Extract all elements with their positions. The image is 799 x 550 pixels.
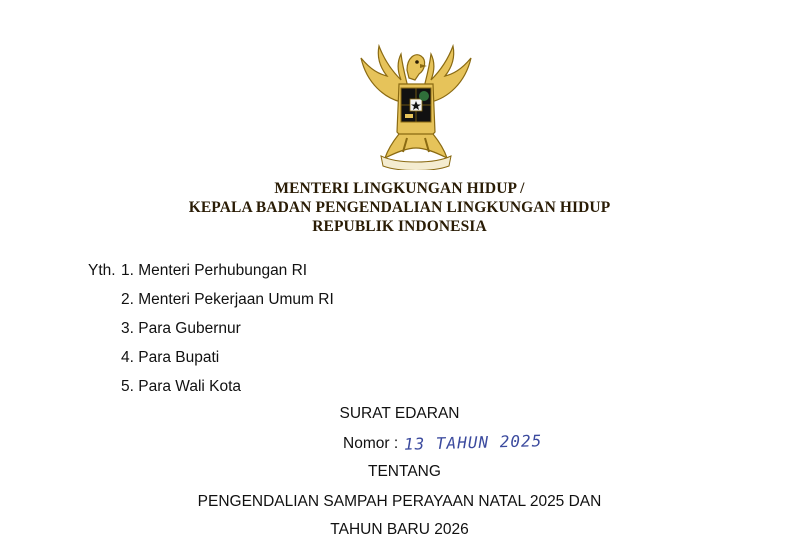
document-subject-line-1: PENGENDALIAN SAMPAH PERAYAAN NATAL 2025 DAN: [197, 493, 602, 510]
recipient-item: 5. Para Wali Kota: [121, 378, 242, 395]
recipient-item: 2. Menteri Pekerjaan Umum RI: [121, 291, 334, 308]
recipient-item: 1. Menteri Perhubungan RI: [121, 262, 308, 279]
document-type: SURAT EDARAN: [339, 405, 460, 422]
recipient-item: 3. Para Gubernur: [121, 320, 241, 337]
header-line-3: REPUBLIK INDONESIA: [312, 218, 487, 235]
document-number-label: Nomor :: [343, 435, 399, 452]
recipients-list: [121, 262, 334, 407]
header-line-1: MENTERI LINGKUNGAN HIDUP /: [274, 180, 525, 197]
document-about-label: TENTANG: [368, 463, 441, 480]
document-number-value: 13 TAHUN 2025: [403, 431, 543, 454]
header-line-2: KEPALA BADAN PENGENDALIAN LINGKUNGAN HIDUP: [188, 199, 611, 216]
garuda-emblem-icon: [357, 40, 475, 170]
document-number-row: [343, 433, 542, 453]
recipients-prefix: Yth.: [88, 262, 116, 279]
recipient-item: 4. Para Bupati: [121, 349, 220, 366]
document-subject-line-2: TAHUN BARU 2026: [330, 521, 469, 538]
